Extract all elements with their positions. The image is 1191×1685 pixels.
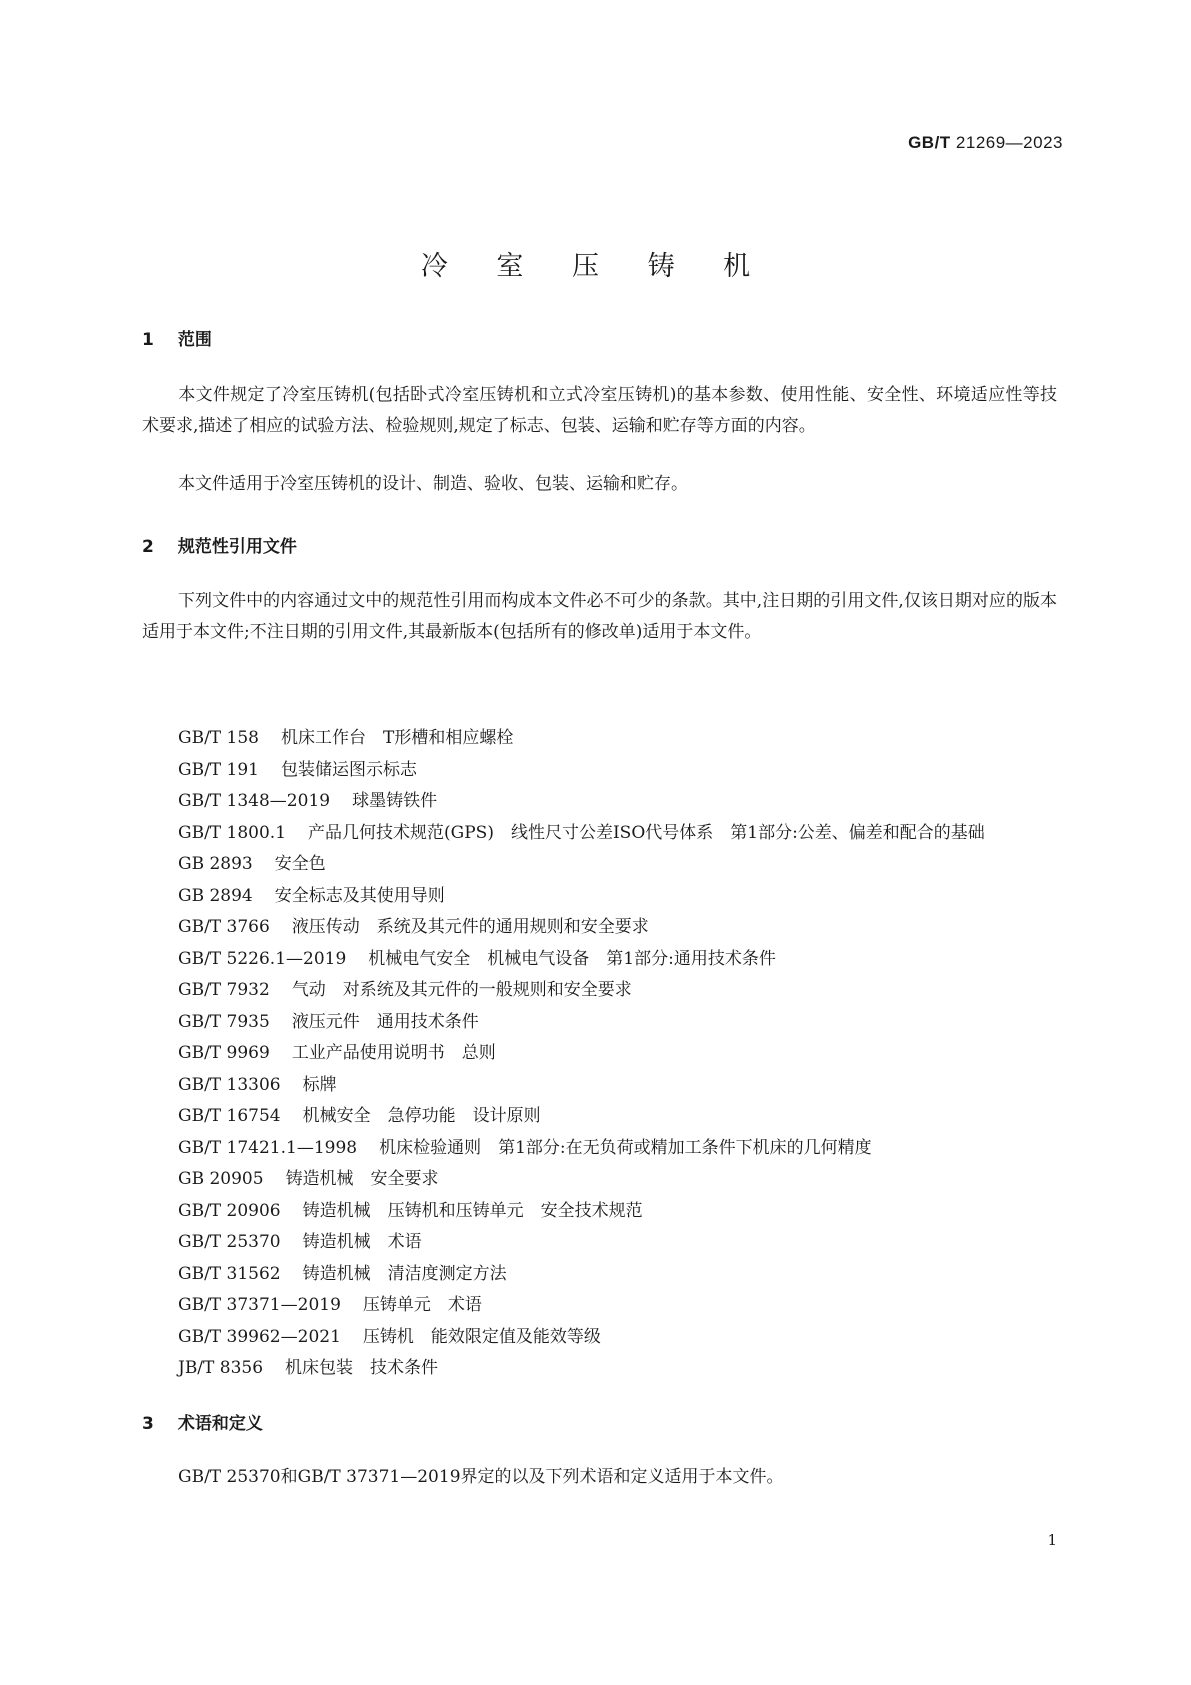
reference-item: [142, 1322, 1057, 1354]
section-1-heading: [142, 325, 212, 350]
reference-item: [142, 1259, 1057, 1291]
reference-code: GB/T 13306: [178, 1074, 281, 1095]
reference-title: 气动 对系统及其元件的一般规则和安全要求: [291, 980, 632, 1000]
reference-title: 铸造机械 清洁度测定方法: [302, 1263, 507, 1284]
reference-code: GB/T 1348—2019: [178, 791, 331, 811]
reference-item: [142, 723, 1057, 755]
section-2-heading: [142, 532, 297, 557]
reference-item: [142, 975, 1057, 1007]
reference-item: [142, 755, 1057, 787]
reference-item: [142, 1227, 1057, 1259]
section-3-title: 术语和定义: [177, 1414, 263, 1434]
section-1-paragraph-1: [142, 380, 1057, 442]
reference-code: GB/T 17421.1—1998: [178, 1137, 358, 1158]
section-3-number: 3: [142, 1414, 154, 1434]
reference-item: [142, 881, 1057, 913]
reference-item: [142, 818, 1057, 850]
reference-title: 工业产品使用说明书 总则: [291, 1043, 496, 1063]
reference-item: [142, 1007, 1057, 1039]
reference-title: 包装储运图示标志: [281, 759, 417, 780]
reference-code: GB/T 191: [178, 759, 259, 780]
reference-code: GB/T 158: [178, 728, 259, 748]
reference-code: GB 20905: [178, 1169, 264, 1189]
reference-title: 标牌: [302, 1074, 337, 1095]
section-3-paragraph-text: GB/T 25370和GB/T 37371—2019界定的以及下列术语和定义适用于本文件。: [178, 1467, 784, 1487]
reference-item: [142, 1133, 1057, 1165]
reference-item: [142, 849, 1057, 881]
section-1-number: 1: [142, 330, 154, 350]
reference-code: GB/T 16754: [178, 1106, 281, 1126]
reference-item: [142, 1070, 1057, 1102]
reference-code: GB/T 31562: [178, 1263, 281, 1284]
reference-item: [142, 1164, 1057, 1196]
reference-title: 压铸单元 术语: [362, 1295, 482, 1315]
reference-item: [142, 786, 1057, 818]
reference-title: 产品几何技术规范(GPS) 线性尺寸公差ISO代号体系 第1部分:公差、偏差和配合的基础: [308, 822, 985, 843]
standard-code-number: 21269—2023: [955, 133, 1063, 152]
section-2-number: 2: [142, 537, 154, 557]
reference-title: 铸造机械 安全要求: [285, 1169, 439, 1189]
reference-title: 铸造机械 压铸机和压铸单元 安全技术规范: [302, 1200, 643, 1221]
reference-title: 铸造机械 术语: [302, 1232, 422, 1252]
reference-title: 安全色: [274, 854, 326, 874]
page-number: 1: [1047, 1531, 1057, 1549]
reference-code: GB/T 20906: [178, 1200, 281, 1221]
reference-code: GB/T 7935: [178, 1011, 270, 1032]
normative-reference-list: [142, 723, 1057, 1385]
document-title: 冷 室 压 铸 机: [420, 251, 771, 282]
section-1-paragraph-1-text: 本文件规定了冷室压铸机(包括卧式冷室压铸机和立式冷室压铸机)的基本参数、使用性能、安全性、环境适应性等技术要求,描述了相应的试验方法、检验规则,规定了标志、包装、运输和贮存等方面的内容。: [142, 385, 1057, 436]
reference-code: GB 2894: [178, 885, 253, 906]
reference-code: JB/T 8356: [178, 1358, 264, 1378]
reference-title: 机床检验通则 第1部分:在无负荷或精加工条件下机床的几何精度: [379, 1137, 872, 1158]
standard-code: [908, 133, 1063, 153]
reference-title: 机床包装 技术条件: [285, 1358, 439, 1378]
section-2-intro-text: 下列文件中的内容通过文中的规范性引用而构成本文件必不可少的条款。其中,注日期的引用文件,仅该日期对应的版本适用于本文件;不注日期的引用文件,其最新版本(包括所有的修改单)适用于本文件。: [142, 591, 1057, 642]
reference-item: [142, 1290, 1057, 1322]
reference-code: GB/T 25370: [178, 1232, 281, 1252]
reference-title: 液压传动 系统及其元件的通用规则和安全要求: [291, 917, 649, 937]
reference-code: GB/T 39962—2021: [178, 1326, 341, 1347]
standard-code-prefix: GB/T: [908, 133, 951, 152]
reference-title: 压铸机 能效限定值及能效等级: [362, 1326, 601, 1347]
section-2-intro: [142, 586, 1057, 648]
reference-title: 球墨铸铁件: [352, 791, 438, 811]
reference-item: [142, 1353, 1057, 1385]
reference-code: GB/T 9969: [178, 1043, 270, 1063]
reference-item: [142, 1196, 1057, 1228]
reference-code: GB/T 1800.1: [178, 822, 287, 843]
reference-code: GB/T 5226.1—2019: [178, 948, 347, 969]
reference-title: 机床工作台 T形槽和相应螺栓: [281, 728, 514, 748]
reference-code: GB/T 3766: [178, 917, 270, 937]
section-1-paragraph-2: [142, 469, 1057, 500]
section-1-title: 范围: [177, 330, 212, 350]
reference-item: [142, 912, 1057, 944]
section-2-title: 规范性引用文件: [177, 537, 297, 557]
reference-title: 机械电气安全 机械电气设备 第1部分:通用技术条件: [368, 948, 776, 969]
section-3-heading: [142, 1409, 263, 1434]
reference-title: 安全标志及其使用导则: [274, 885, 445, 906]
reference-title: 液压元件 通用技术条件: [291, 1011, 479, 1032]
reference-item: [142, 944, 1057, 976]
reference-item: [142, 1038, 1057, 1070]
section-1-paragraph-2-text: 本文件适用于冷室压铸机的设计、制造、验收、包装、运输和贮存。: [178, 474, 688, 494]
reference-title: 机械安全 急停功能 设计原则: [302, 1106, 541, 1126]
reference-code: GB/T 37371—2019: [178, 1295, 341, 1315]
reference-code: GB 2893: [178, 854, 253, 874]
reference-code: GB/T 7932: [178, 980, 270, 1000]
section-3-paragraph: [142, 1462, 1057, 1493]
reference-item: [142, 1101, 1057, 1133]
